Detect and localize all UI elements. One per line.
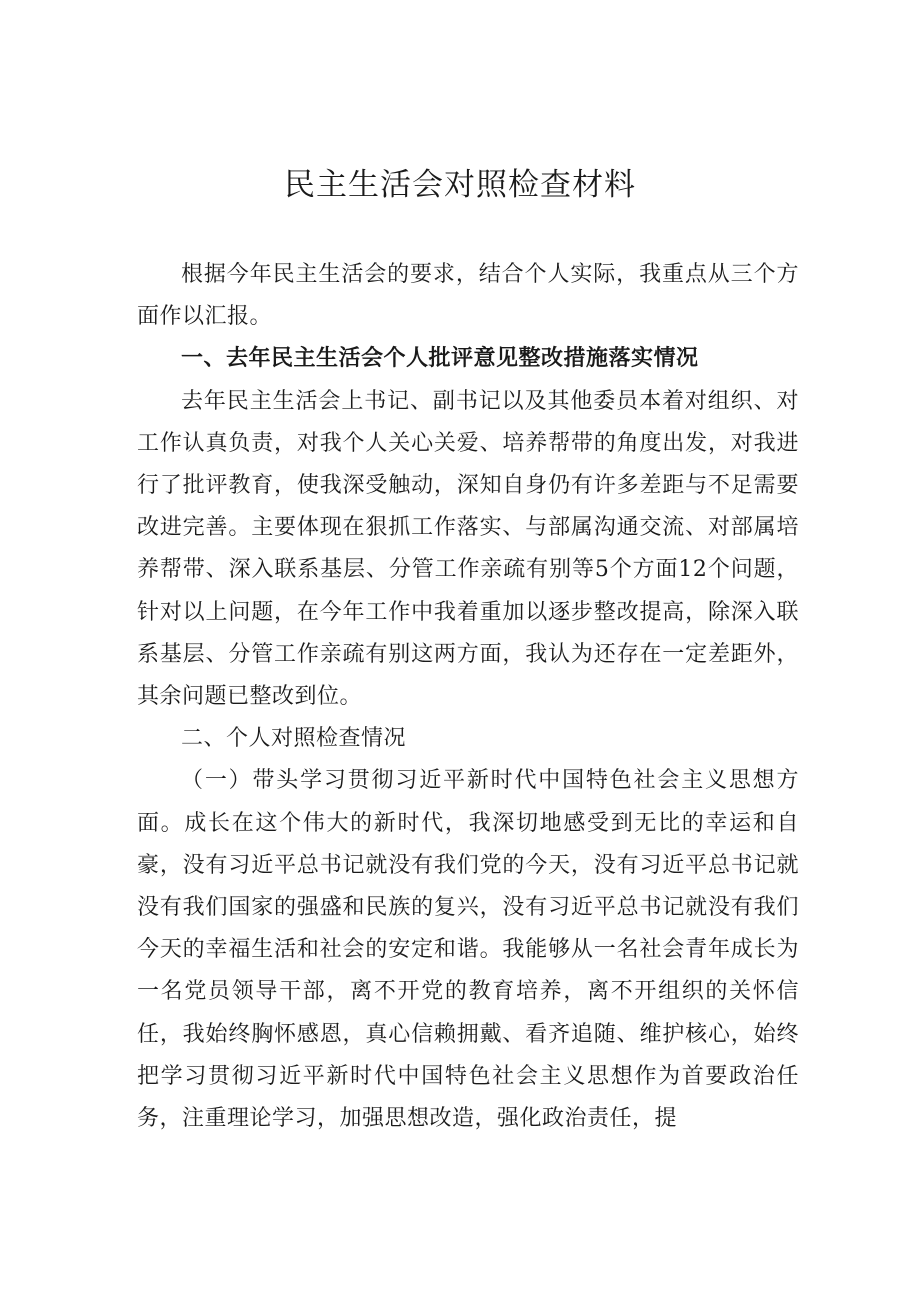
document-title: 民主生活会对照检查材料 (284, 167, 636, 203)
section-2-heading: 二、个人对照检查情况 (181, 726, 407, 752)
section-1-heading: 一、去年民主生活会个人批评意见整改措施落实情况 (181, 346, 699, 372)
section-2-paragraph: （一）带头学习贯彻习近平新时代中国特色社会主义思想方面。成长在这个伟大的新时代，我深切地感受到无比的幸运和自豪，没有习近平总书记就没有我们党的今天，没有习近平总书记就没有我们国家的强盛和民族的复兴，没有习近平总书记就没有我们今天的幸福生活和社会的安定和谐。我能够从一名社会青年成长为一名党员领导干部，离不开党的教育培养，离不开组织的关怀信任，我始终胸怀感恩，真心信赖拥戴、看齐追随、维护核心，始终把学习贯彻习近平新时代中国特色社会主义思想作为首要政治任务，注重理论学习，加强思想改造，强化政治责任，提 (137, 768, 799, 1132)
intro-paragraph: 根据今年民主生活会的要求，结合个人实际，我重点从三个方面作以汇报。 (137, 262, 799, 330)
document-body (137, 254, 799, 1140)
section-1-paragraph: 去年民主生活会上书记、副书记以及其他委员本着对组织、对工作认真负责，对我个人关心关爱、培养帮带的角度出发，对我进行了批评教育，使我深受触动，深知自身仍有许多差距与不足需要改进完善。主要体现在狠抓工作落实、与部属沟通交流、对部属培养帮带、深入联系基层、分管工作亲疏有别等5个方面12个问题，针对以上问题，在今年工作中我着重加以逐步整改提高，除深入联系基层、分管工作亲疏有别这两方面，我认为还存在一定差距外，其余问题已整改到位。 (137, 388, 799, 710)
